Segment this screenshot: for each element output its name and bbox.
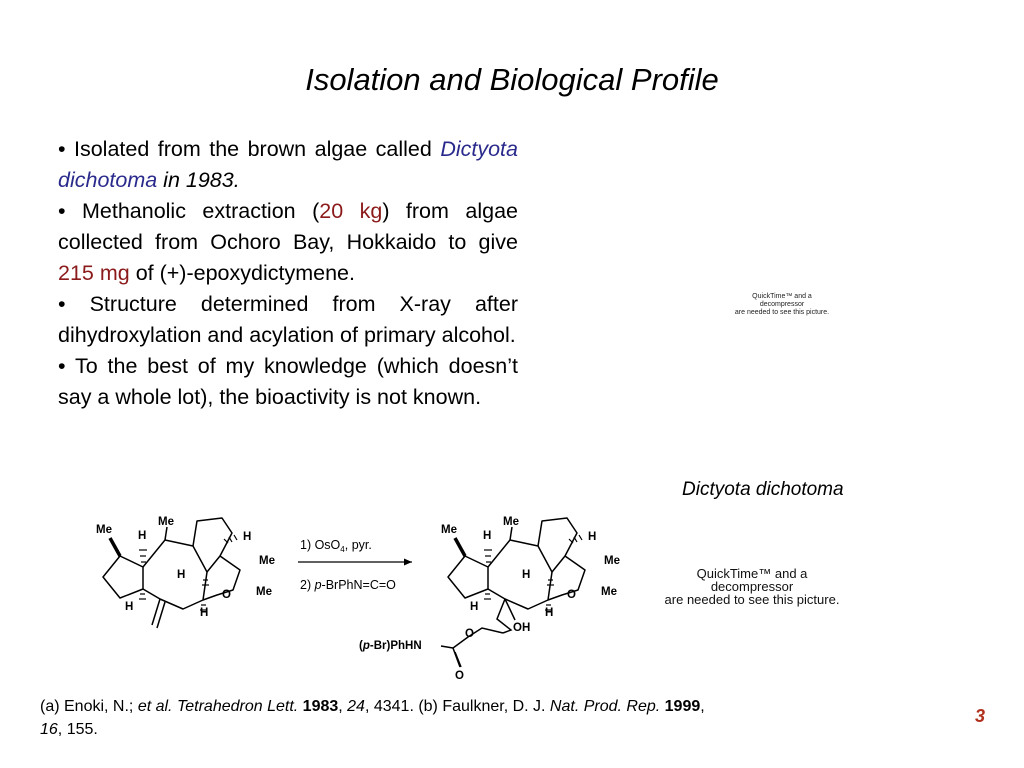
algae-mass: 20 kg: [319, 199, 383, 223]
methyl-label: Me: [441, 524, 457, 536]
bullet-text: in 1983.: [157, 168, 240, 192]
hydrogen-label: H: [243, 531, 252, 543]
condition-step-1: 1) OsO$_4$, pyr.: [300, 538, 372, 554]
product-structure: [441, 516, 620, 634]
methyl-label: Me: [256, 586, 272, 598]
hydrogen-label: H: [177, 569, 186, 581]
reaction-arrowhead: [404, 559, 412, 566]
carbonyl-oxygen-label: O: [455, 670, 464, 682]
carbamate-group: [359, 628, 503, 682]
reaction-conditions: [298, 538, 412, 592]
product-mass: 215 mg: [58, 261, 130, 285]
hydrogen-label: H: [138, 530, 147, 542]
hydrogen-label: H: [125, 601, 134, 613]
bullet-text: Structure determined from X-ray after dihydroxylation and acylation of primary alcohol.: [58, 292, 518, 347]
methyl-label: Me: [96, 524, 112, 536]
bullet-text: Methanolic extraction (: [81, 199, 320, 223]
starting-material-structure: [96, 516, 275, 628]
slide-title: Isolation and Biological Profile: [305, 62, 719, 97]
oxygen-label: O: [567, 589, 576, 601]
hydrogen-label: H: [470, 601, 479, 613]
methyl-label: Me: [604, 555, 620, 567]
species-name: Dictyota dichotoma: [58, 137, 518, 192]
bullet-text: ) from algae collected from Ochoro Bay, Hokkaido to give: [58, 199, 518, 254]
bullet-text: Isolated from the brown algae called: [74, 137, 441, 161]
bullet-marker: •: [58, 199, 66, 223]
bullet-text: of (+)-epoxydictymene.: [129, 261, 355, 285]
references: (a) Enoki, N.; et al. Tetrahedron Lett. 1983, 24, 4341. (b) Faulkner, D. J. Nat. Prod. Rep. 1999, 16, 155.: [40, 698, 705, 738]
condition-step-2: 2) p-BrPhN=C=O: [300, 578, 396, 592]
quicktime-placeholder-small: QuickTime™ and a decompressor are needed to see this picture.: [734, 293, 830, 316]
methyl-label: Me: [158, 516, 174, 528]
methyl-label: Me: [259, 555, 275, 567]
hydroxyl-label: OH: [513, 622, 531, 634]
carbamate-label: (p-Br)PhHN: [359, 640, 422, 652]
bullet-marker: •: [58, 354, 66, 378]
methyl-label: Me: [601, 586, 617, 598]
bullet-text: To the best of my knowledge (which doesn’t say a whole lot), the bioactivity is not known.: [58, 354, 519, 409]
hydrogen-label: H: [483, 530, 492, 542]
figure-caption: Dictyota dichotoma: [682, 479, 844, 500]
hydrogen-label: H: [522, 569, 531, 581]
quicktime-placeholder-large: QuickTime™ and a decompressor are needed to see this picture.: [664, 566, 840, 607]
page-number: 3: [975, 706, 986, 726]
hydrogen-label: H: [200, 607, 209, 619]
oxygen-label: O: [222, 589, 231, 601]
bullet-marker: •: [58, 137, 66, 161]
hydrogen-label: H: [588, 531, 597, 543]
methyl-label: Me: [503, 516, 519, 528]
ester-oxygen-label: O: [465, 628, 474, 640]
bullet-marker: •: [58, 292, 66, 316]
hydrogen-label: H: [545, 607, 554, 619]
